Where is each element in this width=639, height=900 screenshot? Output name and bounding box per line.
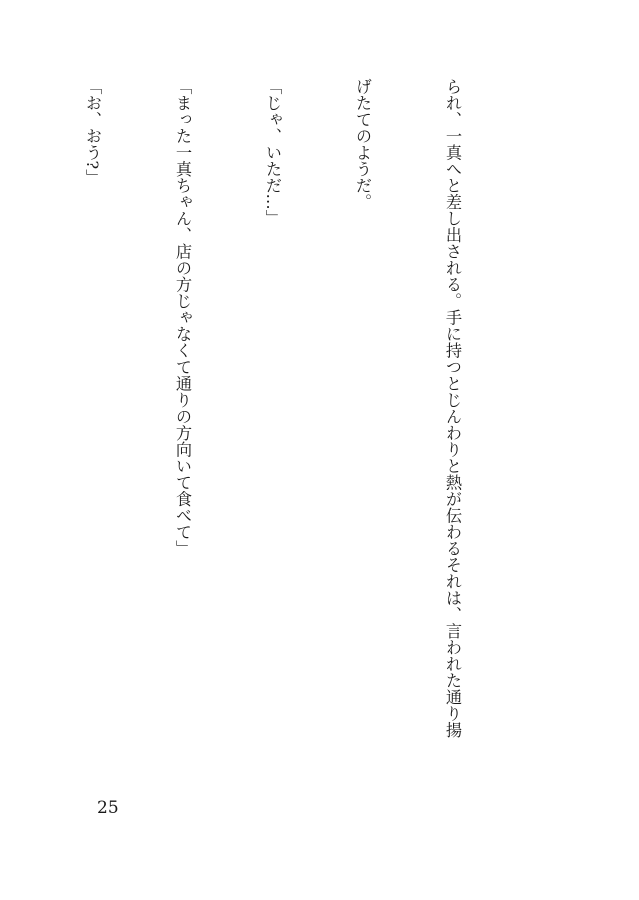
- text-line: 「まった一真ちゃん、店の方じゃなくて通りの方向いて食べて」: [173, 78, 192, 557]
- text-line: [0, 78, 17, 790]
- text-line: げたてのようだ。: [353, 78, 372, 210]
- text-line: られ、一真へと差し出される。手に持つとじんわりと熱が伝わるそれは、言われた通り揚: [443, 78, 462, 738]
- text-line: 「じゃ、いただ…」: [263, 78, 282, 227]
- body-text: [0, 78, 527, 790]
- page-number: 25: [97, 798, 119, 818]
- text-line: 「お、おう?」: [83, 78, 102, 186]
